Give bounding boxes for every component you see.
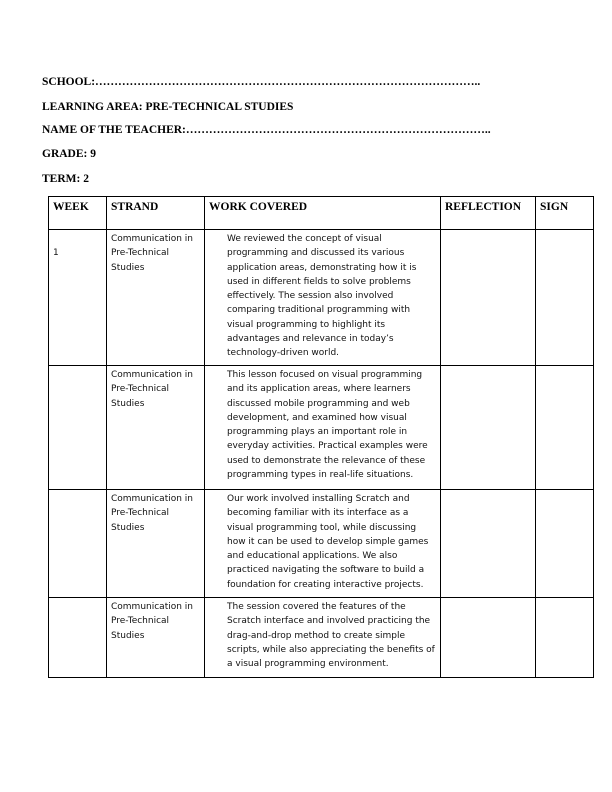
table-row (49, 490, 594, 598)
table-row (49, 366, 594, 490)
work-covered-table (48, 196, 594, 678)
strand-cell: Communication in Pre-Technical Studies (107, 490, 205, 598)
sign-cell (536, 366, 594, 490)
learning-area-line: LEARNING AREA: PRE-TECHNICAL STUDIES (42, 101, 294, 113)
strand-cell: Communication in Pre-Technical Studies (107, 230, 205, 366)
week-cell (49, 598, 107, 678)
week-cell (49, 366, 107, 490)
column-header-week: WEEK (49, 197, 107, 230)
work-covered-cell: Our work involved installing Scratch and becoming familiar with its interface as a visual programming tool, while discussing how it can be used to develop simple games and educational applications. We also practiced navigating the software to build a foundation for creating interactive projects. (205, 490, 441, 598)
sign-cell (536, 490, 594, 598)
teacher-name-line: NAME OF THE TEACHER:…………………………………………………………………….. (42, 124, 491, 136)
strand-cell: Communication in Pre-Technical Studies (107, 598, 205, 678)
work-covered-cell: This lesson focused on visual programming and its application areas, where learners discussed mobile programming and web development, and examined how visual programming plays an important role in everyday activities. Practical examples were used to demonstrate the relevance of these programming types in real-life situations. (205, 366, 441, 490)
table-row (49, 230, 594, 366)
reflection-cell (441, 598, 536, 678)
table-header-row (49, 197, 594, 230)
column-header-work-covered: WORK COVERED (205, 197, 441, 230)
column-header-reflection: REFLECTION (441, 197, 536, 230)
sign-cell (536, 598, 594, 678)
work-covered-cell: We reviewed the concept of visual programming and discussed its various application areas, demonstrating how it is used in different fields to solve problems effectively. The session also involved comparing traditional programming with visual programming to highlight its advantages and relevance in today’s technology-driven world. (205, 230, 441, 366)
term-line: TERM: 2 (42, 173, 89, 185)
grade-line: GRADE: 9 (42, 148, 96, 160)
reflection-cell (441, 230, 536, 366)
column-header-sign: SIGN (536, 197, 594, 230)
week-cell: 1 (49, 230, 107, 366)
sign-cell (536, 230, 594, 366)
week-cell (49, 490, 107, 598)
reflection-cell (441, 366, 536, 490)
reflection-cell (441, 490, 536, 598)
work-covered-cell: The session covered the features of the Scratch interface and involved practicing the drag-and-drop method to create simple scripts, while also appreciating the benefits of a visual programming environment. (205, 598, 441, 678)
school-line: SCHOOL:……………………………………………………………………………………….. (42, 76, 481, 88)
column-header-strand: STRAND (107, 197, 205, 230)
table-row (49, 598, 594, 678)
strand-cell: Communication in Pre-Technical Studies (107, 366, 205, 490)
